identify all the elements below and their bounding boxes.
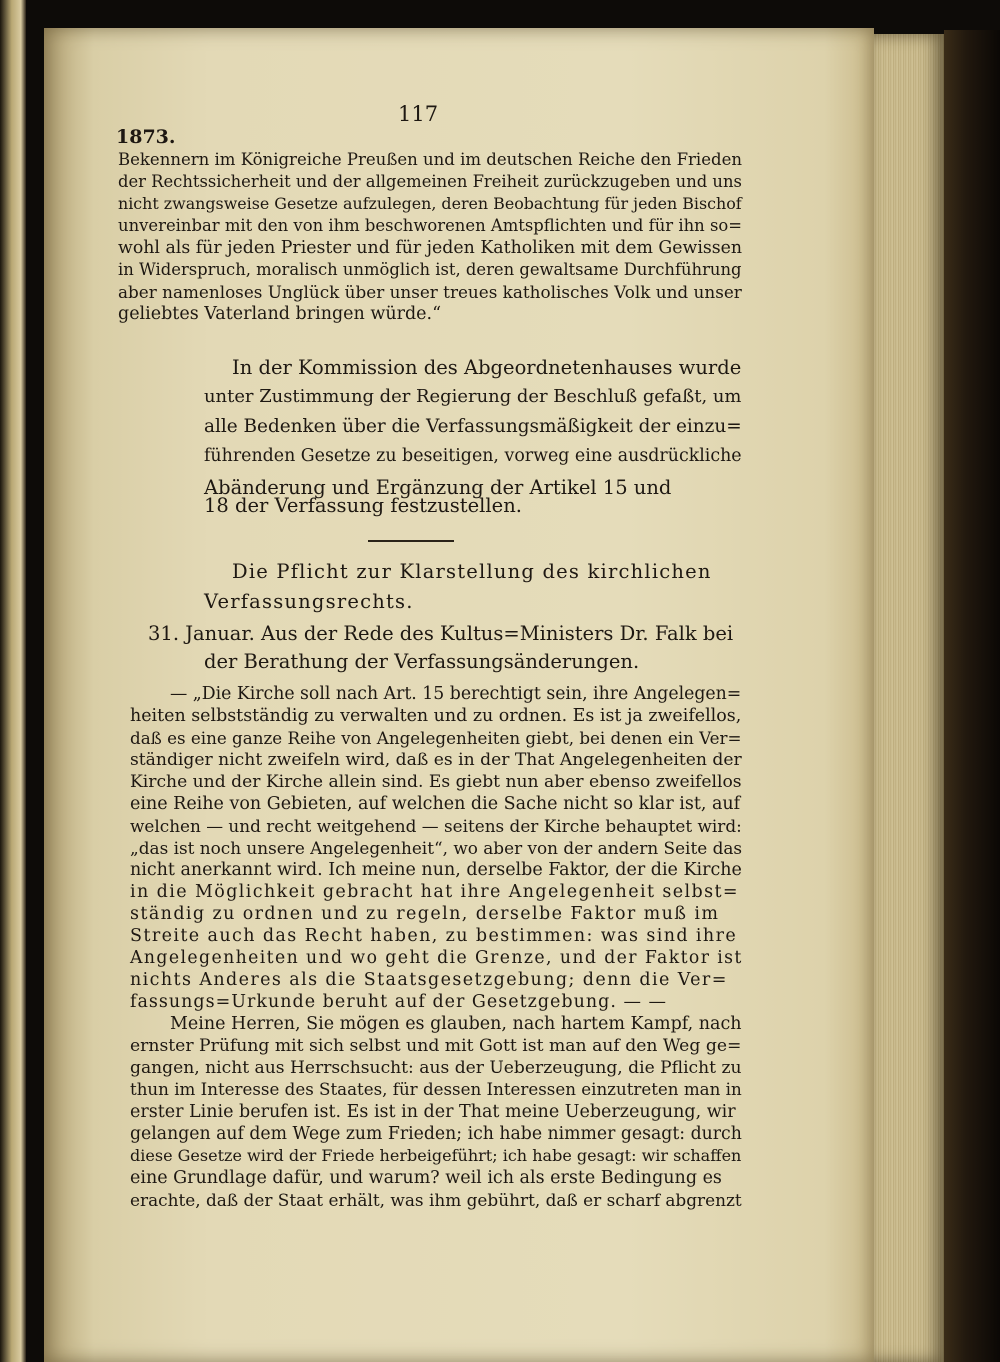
text-line: daß es eine ganze Reihe von Angelegenheiten giebt, bei denen ein Ver= [130,728,742,748]
text-line: 18 der Verfassung festzustellen. [204,494,522,517]
text-line: erachte, daß der Staat erhält, was ihm gebührt, daß er scharf abgrenzt [130,1190,742,1210]
text-line: der Rechtssicherheit und der allgemeinen Freiheit zurückzugeben und uns [118,172,742,191]
text-line: erster Linie berufen ist. Es ist in der That meine Ueberzeugung, wir [130,1102,736,1122]
text-line: in die Möglichkeit gebracht hat ihre Angelegenheit selbst= [130,882,739,902]
entry-line: der Berathung der Verfassungsänderungen. [204,650,640,673]
text-line: — „Die Kirche soll nach Art. 15 berechtigt sein, ihre Angelegen= [170,684,742,704]
text-line: Abänderung und Ergänzung der Artikel 15 und [204,476,672,499]
text-line: ständig zu ordnen und zu regeln, derselbe Faktor muß im [130,904,720,924]
text-line: fassungs=Urkunde beruht auf der Gesetzgebung. — — [130,992,668,1012]
text-line: nicht anerkannt wird. Ich meine nun, derselbe Faktor, der die Kirche [130,860,742,880]
text-line: unvereinbar mit den von ihm beschworenen Amtspflichten und für ihn so= [118,216,742,235]
text-line: thun im Interesse des Staates, für dessen Interessen einzutreten man in [130,1080,742,1099]
page-number: 117 [398,102,439,126]
text-line: führenden Gesetze zu beseitigen, vorweg eine ausdrückliche [204,446,742,466]
text-line: eine Reihe von Gebieten, auf welchen die Sache nicht so klar ist, auf [130,794,741,814]
heading-line: Die Pflicht zur Klarstellung des kirchlichen [232,560,712,583]
text-line: nichts Anderes als die Staatsgesetzgebung; denn die Ver= [130,970,728,990]
text-line: gangen, nicht aus Herrschsucht: aus der Ueberzeugung, die Pflicht zu [130,1058,742,1078]
text-line: nicht zwangsweise Gesetze aufzulegen, deren Beobachtung für jeden Bischof [118,194,742,213]
text-line: ständiger nicht zweifeln wird, daß es in der That Angelegenheiten der [130,750,742,770]
text-line: eine Grundlage dafür, und warum? weil ich als erste Bedingung es [130,1168,722,1188]
entry-line: 31. Januar. Aus der Rede des Kultus=Ministers Dr. Falk bei [148,622,734,645]
page-stack-edge [874,34,944,1362]
text-line: gelangen auf dem Wege zum Frieden; ich habe nimmer gesagt: durch [130,1124,742,1144]
text-line: unter Zustimmung der Regierung der Beschluß gefaßt, um [204,386,742,407]
text-line: Meine Herren, Sie mögen es glauben, nach hartem Kampf, nach [170,1014,742,1034]
text-line: heiten selbstständig zu verwalten und zu ordnen. Es ist ja zweifellos, [130,706,742,726]
text-line: Angelegenheiten und wo geht die Grenze, und der Faktor ist [130,948,743,968]
text-line: diese Gesetze wird der Friede herbeigeführt; ich habe gesagt: wir schaffen [130,1146,742,1165]
text-line: Bekennern im Königreiche Preußen und im deutschen Reiche den Frieden [118,150,742,169]
text-line: „das ist noch unsere Angelegenheit“, wo aber von der andern Seite das [130,838,743,858]
text-line: ernster Prüfung mit sich selbst und mit Gott ist man auf den Weg ge= [130,1036,742,1056]
text-line: Kirche und der Kirche allein sind. Es giebt nun aber ebenso zweifellos [130,772,742,792]
text-line: geliebtes Vaterland bringen würde.“ [118,304,442,324]
text-line: In der Kommission des Abgeordnetenhauses wurde [232,356,742,379]
left-page-edge [0,0,26,1362]
text-line: wohl als für jeden Priester und für jeden Katholiken mit dem Gewissen [118,238,743,258]
heading-line: Verfassungsrechts. [204,590,414,613]
text-line: in Widerspruch, moralisch unmöglich ist, deren gewaltsame Durchführung [118,260,742,279]
book-cover-edge [944,30,1000,1362]
text-line: Streite auch das Recht haben, zu bestimmen: was sind ihre [130,926,738,946]
year-heading: 1873. [116,126,176,148]
text-line: aber namenloses Unglück über unser treues katholisches Volk und unser [118,282,742,302]
text-line: welchen — und recht weitgehend — seitens der Kirche behauptet wird: [130,816,742,836]
section-divider [368,540,454,542]
text-line: alle Bedenken über die Verfassungsmäßigkeit der einzu= [204,416,742,437]
